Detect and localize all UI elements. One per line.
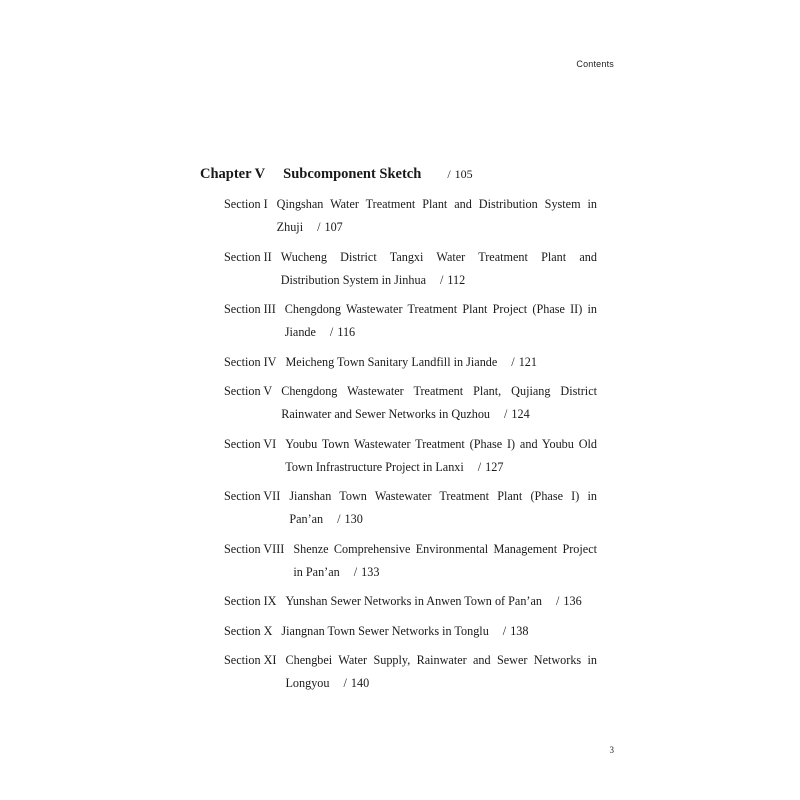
section-label: Section VI — [224, 436, 277, 451]
section-page: 124 — [511, 407, 530, 421]
section-page: 133 — [361, 564, 380, 579]
section-separator: / — [337, 512, 341, 526]
toc-entry-section-5[interactable] — [224, 380, 597, 426]
section-page: 138 — [510, 623, 529, 638]
page-number: 3 — [609, 745, 614, 755]
section-page: 130 — [344, 512, 363, 526]
chapter-heading[interactable] — [200, 166, 597, 182]
section-separator: / — [502, 623, 507, 638]
section-label: Section I — [224, 197, 268, 211]
section-label: Section VII — [224, 489, 281, 503]
section-label: Section IV — [224, 354, 277, 369]
section-title: Chengdong Wastewater Treatment Plant Project (Phase II) in Jiande — [284, 302, 597, 339]
section-title: Jiangnan Town Sewer Networks in Tonglu — [281, 623, 489, 638]
section-title: Qingshan Water Treatment Plant and Distribution System in Zhuji — [276, 197, 597, 234]
section-title: Wucheng District Tangxi Water Treatment Plant and Distribution System in Jinhua — [280, 249, 597, 287]
toc-entry-section-10[interactable] — [224, 620, 597, 643]
running-head: Contents — [576, 59, 614, 69]
section-separator: / — [317, 220, 321, 234]
section-separator: / — [555, 594, 560, 608]
section-page: 121 — [518, 354, 537, 369]
section-page: 116 — [337, 325, 356, 339]
toc-entry-section-4[interactable] — [224, 351, 597, 374]
section-label: Section VIII — [224, 541, 285, 556]
section-title: Shenze Comprehensive Environmental Management Project in Pan’an — [293, 541, 597, 579]
section-title: Youbu Town Wastewater Treatment (Phase I) and Youbu Old Town Infrastructure Project in Lanxi — [285, 436, 597, 474]
toc-entry-section-2[interactable] — [224, 246, 597, 292]
section-title: Jianshan Town Wastewater Treatment Plant (Phase I) in Pan’an — [289, 489, 597, 526]
toc-entry-section-8[interactable] — [224, 538, 597, 584]
section-label: Section III — [224, 302, 276, 316]
section-page: 127 — [485, 459, 504, 474]
chapter-label: Chapter V — [200, 166, 266, 182]
toc-entry-section-1[interactable] — [224, 193, 597, 239]
section-label: Section IX — [224, 594, 277, 608]
section-separator: / — [477, 459, 482, 474]
section-label: Section XI — [224, 653, 277, 667]
chapter-separator: / — [447, 167, 451, 181]
section-title: Meicheng Town Sanitary Landfill in Jiande — [285, 354, 498, 369]
section-label: Section II — [224, 249, 272, 264]
section-page: 112 — [447, 272, 466, 287]
section-label: Section V — [224, 384, 273, 398]
section-page: 140 — [350, 676, 370, 690]
toc-list — [224, 193, 597, 702]
section-label: Section X — [224, 623, 273, 638]
toc-entry-section-7[interactable] — [224, 485, 597, 531]
toc-entry-section-9[interactable] — [224, 590, 597, 613]
section-separator: / — [511, 354, 515, 369]
section-separator: / — [343, 676, 347, 690]
section-separator: / — [439, 272, 444, 287]
toc-entry-section-3[interactable] — [224, 298, 597, 344]
section-title: Chengbei Water Supply, Rainwater and Sewer Networks in Longyou — [285, 653, 597, 690]
chapter-title: Subcomponent Sketch — [283, 166, 422, 182]
toc-entry-section-11[interactable] — [224, 649, 597, 695]
toc-entry-section-6[interactable] — [224, 433, 597, 479]
section-page: 136 — [563, 594, 582, 608]
section-separator: / — [329, 325, 334, 339]
chapter-page: 105 — [454, 167, 473, 181]
section-title: Chengdong Wastewater Treatment Plant, Qujiang District Rainwater and Sewer Networks in Quzhou — [281, 384, 597, 421]
section-separator: / — [504, 407, 508, 421]
section-page: 107 — [324, 220, 343, 234]
section-separator: / — [353, 564, 358, 579]
section-title: Yunshan Sewer Networks in Anwen Town of Pan’an — [285, 594, 542, 608]
